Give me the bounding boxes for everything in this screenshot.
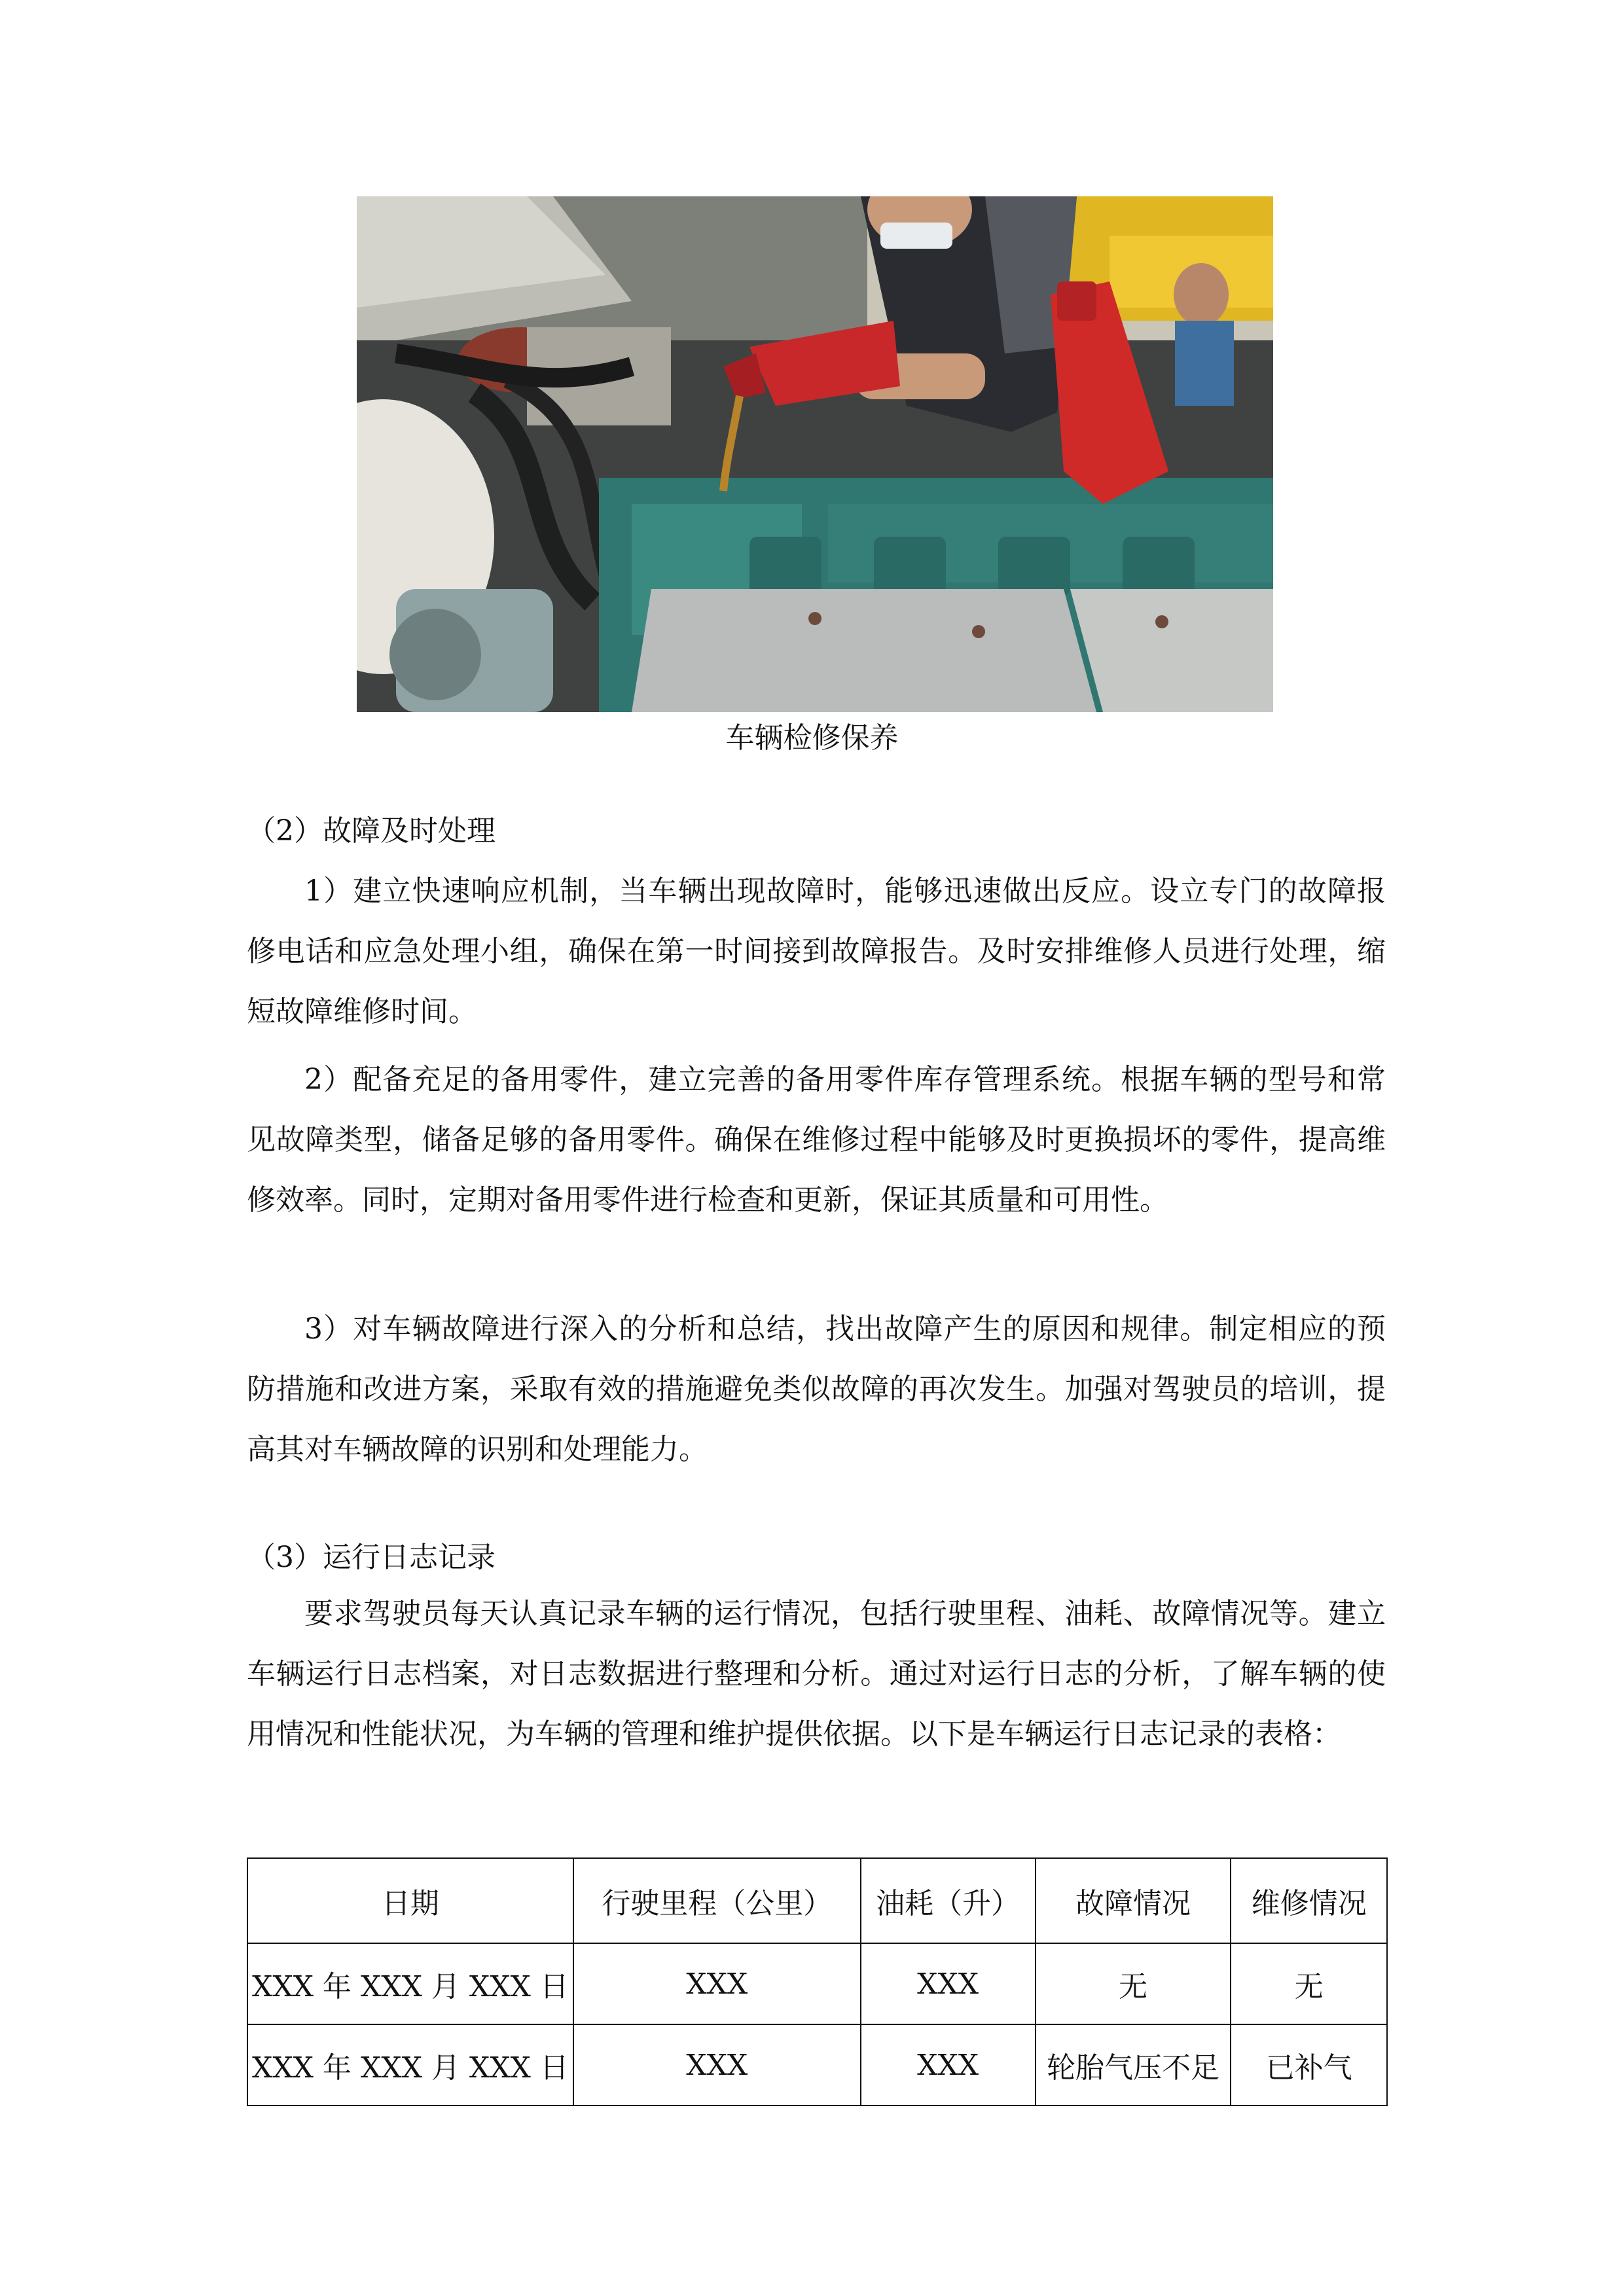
paragraph-operation-log: 要求驾驶员每天认真记录车辆的运行情况，包括行驶里程、油耗、故障情况等。建立车辆运行日志档案，对日志数据进行整理和分析。通过对运行日志的分析，了解车辆的使用情况和性能状况，为车辆的管理和维护提供依据。以下是车辆运行日志记录的表格： — [247, 1597, 1386, 1751]
section-heading-operation-log: （3）运行日志记录 — [247, 1541, 496, 1574]
cell-date: XXX 年 XXX 月 XXX 日 — [247, 2024, 573, 2106]
header-fault: 故障情况 — [1036, 1858, 1231, 1943]
cell-fault: 轮胎气压不足 — [1036, 2024, 1231, 2106]
cell-fuel: XXX — [861, 2024, 1036, 2106]
header-mileage: 行驶里程（公里） — [573, 1858, 861, 1943]
paragraph-fast-response: 1）建立快速响应机制，当车辆出现故障时，能够迅速做出反应。设立专门的故障报修电话和应急处理小组，确保在第一时间接到故障报告。及时安排维修人员进行处理，缩短故障维修时间。 — [247, 874, 1386, 1028]
header-repair: 维修情况 — [1231, 1858, 1387, 1943]
table-header-row — [247, 1858, 1387, 1943]
cell-repair: 无 — [1231, 1943, 1387, 2024]
cell-repair: 已补气 — [1231, 2024, 1387, 2106]
cell-mileage: XXX — [573, 1943, 861, 2024]
engine-maintenance-illustration — [357, 196, 1273, 712]
section-heading-fault-handling: （2）故障及时处理 — [247, 814, 496, 848]
cell-fault: 无 — [1036, 1943, 1231, 2024]
table-row — [247, 1943, 1387, 2024]
header-fuel: 油耗（升） — [861, 1858, 1036, 1943]
figure-caption: 车辆检修保养 — [725, 721, 899, 755]
cell-fuel: XXX — [861, 1943, 1036, 2024]
table-row — [247, 2024, 1387, 2106]
paragraph-spare-parts: 2）配备充足的备用零件，建立完善的备用零件库存管理系统。根据车辆的型号和常见故障类型，储备足够的备用零件。确保在维修过程中能够及时更换损坏的零件，提高维修效率。同时，定期对备用零件进行检查和更新，保证其质量和可用性。 — [247, 1063, 1386, 1217]
vehicle-log-table — [247, 1857, 1388, 2106]
paragraph-fault-analysis: 3）对车辆故障进行深入的分析和总结，找出故障产生的原因和规律。制定相应的预防措施和改进方案，采取有效的措施避免类似故障的再次发生。加强对驾驶员的培训，提高其对车辆故障的识别和处理能力。 — [247, 1312, 1386, 1466]
vehicle-maintenance-photo — [357, 196, 1273, 712]
cell-mileage: XXX — [573, 2024, 861, 2106]
header-date: 日期 — [247, 1858, 573, 1943]
cell-date: XXX 年 XXX 月 XXX 日 — [247, 1943, 573, 2024]
